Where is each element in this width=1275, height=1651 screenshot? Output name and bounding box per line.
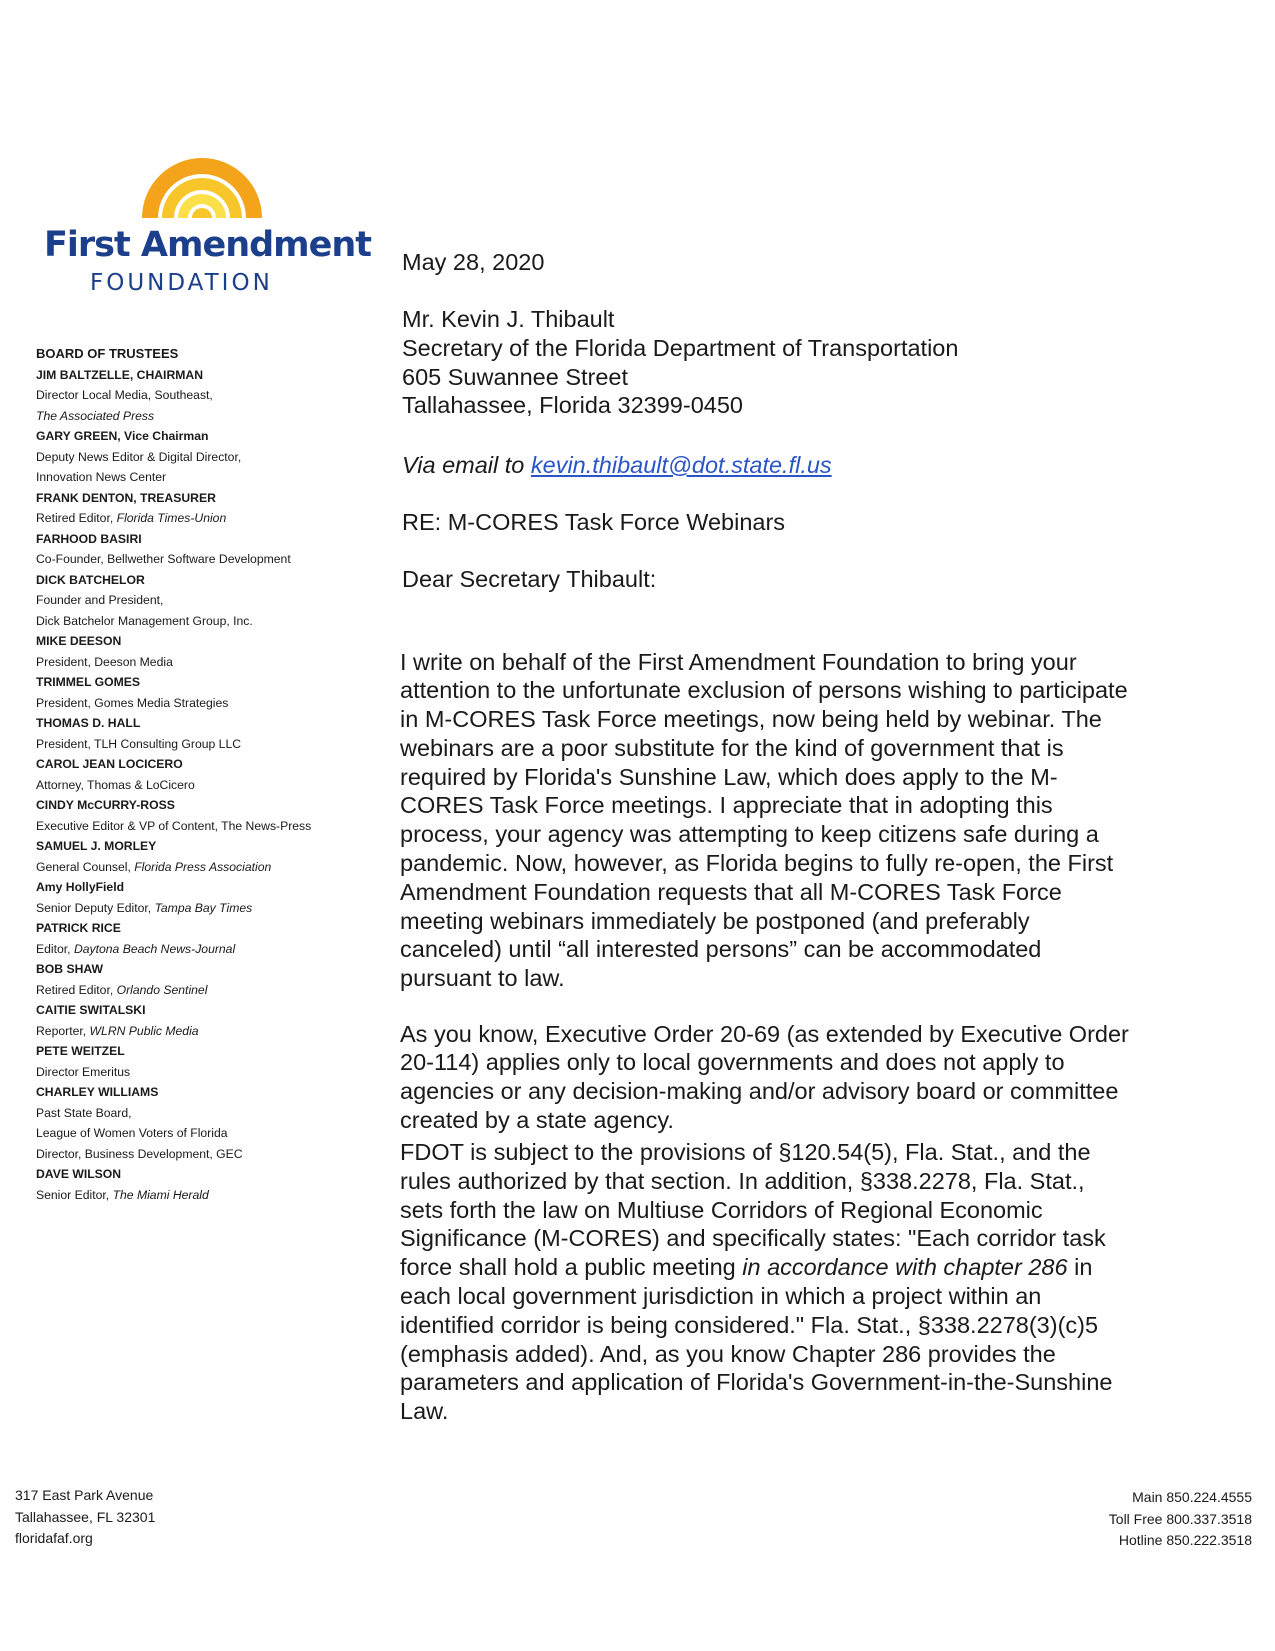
trustee-name: PATRICK RICE xyxy=(36,921,121,935)
trustee-name: FRANK DENTON, TREASURER xyxy=(36,490,216,505)
trustee-name: PETE WEITZEL xyxy=(36,1044,125,1058)
paragraph-2: As you know, Executive Order 20-69 (as extended by Executive Order 20-114) applies only to local governments and does not apply to agencies or any decision-making and/or advisory board or committee created by a state agency. xyxy=(400,1020,1129,1133)
paragraph-3-emphasis: in accordance with chapter 286 xyxy=(742,1254,1068,1281)
trustee-title: League of Women Voters of Florida xyxy=(36,1126,228,1140)
trustee-title: President, Gomes Media Strategies xyxy=(36,695,229,710)
trustee-title xyxy=(36,1021,376,1042)
board-list xyxy=(36,365,376,1206)
footer-address-line: 317 East Park Avenue xyxy=(15,1487,154,1503)
trustee-name: DICK BATCHELOR xyxy=(36,572,145,587)
trustee-organization: The Miami Herald xyxy=(112,1187,209,1202)
board-heading: BOARD OF TRUSTEES xyxy=(36,346,179,361)
footer-phones xyxy=(1109,1487,1252,1552)
trustee-organization: The Associated Press xyxy=(36,408,155,423)
trustee-name: CINDY McCURRY-ROSS xyxy=(36,798,175,812)
foundation-logo xyxy=(40,150,372,296)
trustee-organization: Florida Press Association xyxy=(134,859,272,874)
trustee-role: Editor, xyxy=(36,941,74,956)
trustee-title: Past State Board, xyxy=(36,1105,132,1120)
trustee-title xyxy=(36,898,376,919)
trustee-name: JIM BALTZELLE, CHAIRMAN xyxy=(36,367,203,382)
trustee-organization: Tampa Bay Times xyxy=(154,900,253,915)
trustee-organization: WLRN Public Media xyxy=(89,1023,199,1038)
trustee-title xyxy=(36,1185,376,1206)
trustee-title xyxy=(36,406,376,427)
paragraph-3-part-a: FDOT is subject to the provisions of §120.54(5), Fla. Stat., and the rules authorized by that section. In addition, §338.2278, Fla. Stat., sets forth the law on Multiuse Corridors of Regional Economic Significance (M-CORES) and specifically states: "Each corridor task force shall hold a public meeting xyxy=(400,1139,1106,1281)
trustee-organization: Florida Times-Union xyxy=(116,511,227,525)
trustee-name: Amy HollyField xyxy=(36,880,125,894)
trustee-role: Reporter, xyxy=(36,1023,90,1038)
subject-line: RE: M-CORES Task Force Webinars xyxy=(402,509,786,535)
trustee-title: Dick Batchelor Management Group, Inc. xyxy=(36,613,253,628)
footer-website: floridafaf.org xyxy=(15,1530,93,1546)
trustee-name: DAVE WILSON xyxy=(36,1167,122,1181)
via-email xyxy=(402,451,832,480)
trustee-title: Attorney, Thomas & LoCicero xyxy=(36,777,195,792)
footer-phone-tollfree: Toll Free 800.337.3518 xyxy=(1108,1510,1252,1527)
logo-name: First Amendment xyxy=(44,225,372,265)
trustee-title: Director, Business Development, GEC xyxy=(36,1146,243,1161)
letter-date: May 28, 2020 xyxy=(402,249,545,275)
trustee-title: President, TLH Consulting Group LLC xyxy=(36,736,242,751)
logo-subtitle: FOUNDATION xyxy=(90,270,273,296)
recipient-line: Tallahassee, Florida 32399-0450 xyxy=(402,392,743,419)
trustee-name: CAROL JEAN LOCICERO xyxy=(36,757,183,771)
trustee-title: Founder and President, xyxy=(36,593,164,607)
trustee-name: GARY GREEN, Vice Chairman xyxy=(36,429,209,443)
recipient-address xyxy=(402,305,958,420)
via-prefix: Via email to xyxy=(402,452,531,478)
recipient-line: Secretary of the Florida Department of Transportation xyxy=(402,334,959,361)
trustee-name: FARHOOD BASIRI xyxy=(36,531,142,546)
salutation: Dear Secretary Thibault: xyxy=(402,566,657,592)
recipient-line: Mr. Kevin J. Thibault xyxy=(402,306,615,332)
trustee-organization: Daytona Beach News-Journal xyxy=(73,941,236,956)
footer-phone-hotline: Hotline 850.222.3518 xyxy=(1118,1532,1252,1548)
trustee-name: THOMAS D. HALL xyxy=(36,716,141,730)
sunrise-arc-icon xyxy=(138,150,266,220)
trustee-title: President, Deeson Media xyxy=(36,654,173,669)
trustee-title: Director Emeritus xyxy=(36,1064,131,1079)
trustee-name: MIKE DEESON xyxy=(36,634,122,648)
trustee-role: General Counsel, xyxy=(36,859,135,874)
paragraph-3-part-b: in each local government jurisdiction in which a project within an identified corridor is being considered." Fla. Stat., §338.2278(3)(c)5 (emphasis added). And, as you know Chapter 286 provides the parameters and application of Florida's Government-in-the-Sunshine Law. xyxy=(400,1254,1113,1425)
trustee-title: Director Local Media, Southeast, xyxy=(36,388,213,402)
trustee-name: CAITIE SWITALSKI xyxy=(36,1003,146,1017)
trustee-title xyxy=(36,980,376,1001)
trustee-title: Deputy News Editor & Digital Director, xyxy=(36,449,242,464)
trustee-title xyxy=(36,939,376,960)
footer-phone-main: Main 850.224.4555 xyxy=(1132,1489,1252,1505)
trustee-name: BOB SHAW xyxy=(36,962,104,976)
paragraph-1: I write on behalf of the First Amendment Foundation to bring your attention to the unfortunate exclusion of persons wishing to participate in M-CORES Task Force meetings, now being held by webinar. The webinars are a poor substitute for the kind of government that is required by Florida's Sunshine Law, which does apply to the M-CORES Task Force meetings. I appreciate that in adopting this process, your agency was attempting to keep citizens safe during a pandemic. Now, however, as Florida begins to fully re-open, the First Amendment Foundation requests that all M-CORES Task Force meeting webinars immediately be postponed (and preferably canceled) until “all interested persons” can be accommodated pursuant to law. xyxy=(400,648,1128,992)
trustee-title: Executive Editor & VP of Content, The News-Press xyxy=(36,818,312,833)
trustee-organization: Orlando Sentinel xyxy=(116,982,208,997)
footer-address xyxy=(15,1485,155,1550)
board-of-trustees xyxy=(36,344,376,1205)
trustee-title: Innovation News Center xyxy=(36,470,167,484)
trustee-title: Co-Founder, Bellwether Software Development xyxy=(36,552,291,566)
email-link[interactable]: kevin.thibault@dot.state.fl.us xyxy=(530,452,832,478)
paragraph-3 xyxy=(400,1138,1130,1426)
footer-address-line: Tallahassee, FL 32301 xyxy=(15,1508,156,1525)
trustee-role: Senior Deputy Editor, xyxy=(36,900,155,915)
trustee-name: CHARLEY WILLIAMS xyxy=(36,1085,159,1099)
trustee-title xyxy=(36,508,376,529)
trustee-name: TRIMMEL GOMES xyxy=(36,675,141,689)
recipient-line: 605 Suwannee Street xyxy=(402,363,629,390)
trustee-title xyxy=(36,857,376,878)
trustee-name: SAMUEL J. MORLEY xyxy=(36,839,157,853)
trustee-role: Retired Editor, xyxy=(36,982,117,997)
trustee-role: Retired Editor, xyxy=(36,511,117,525)
trustee-role: Senior Editor, xyxy=(36,1187,113,1202)
